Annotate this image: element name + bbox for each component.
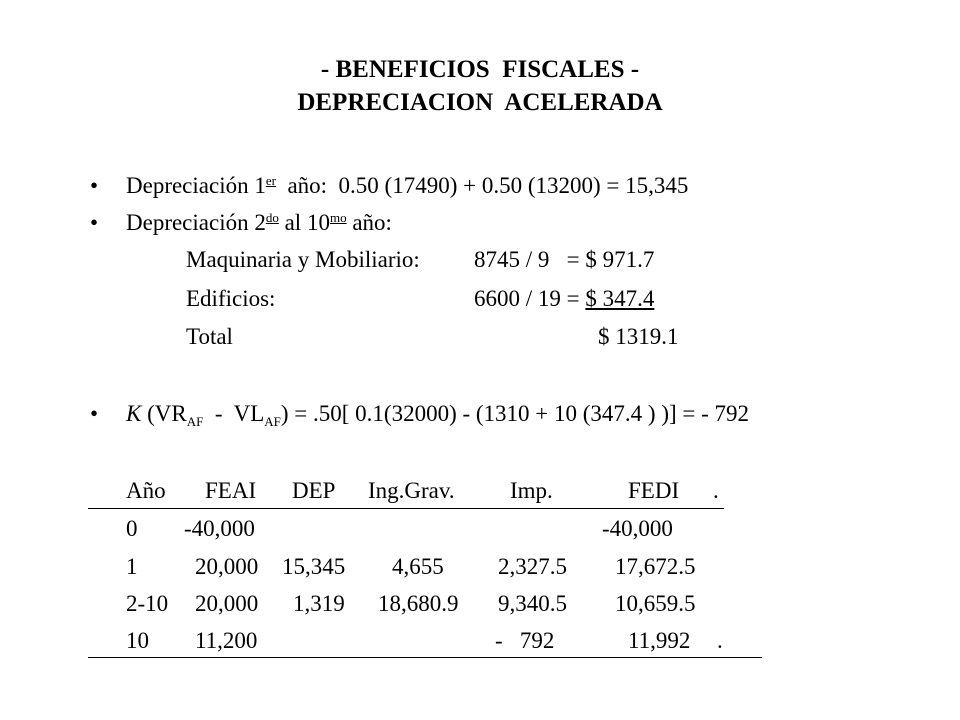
- k-sub-vl: AF: [264, 414, 281, 429]
- dep2-middle: al 10: [278, 210, 330, 235]
- cell-imp: - 792: [495, 628, 555, 653]
- cell-ing-grav: 4,655: [392, 554, 444, 579]
- maquinaria-value: $ 971.7: [585, 247, 655, 272]
- col-header-ano: Año: [126, 478, 166, 503]
- table-bottom-rule: [88, 657, 762, 658]
- col-header-dep: DEP: [292, 478, 336, 503]
- cell-fedi: -40,000: [602, 516, 673, 541]
- cell-feai: 11,200: [195, 628, 258, 653]
- cell-ano: 0: [126, 516, 138, 541]
- bullet-marker: •: [90, 173, 99, 198]
- cell-ano: 10: [126, 628, 149, 653]
- dep1-sup: er: [265, 173, 276, 188]
- cell-imp: 2,327.5: [498, 554, 567, 579]
- cell-feai: 20,000: [195, 591, 259, 616]
- dep1-prefix: Depreciación 1: [126, 173, 266, 198]
- cell-dep: 15,345: [282, 554, 346, 579]
- cell-ano: 2-10: [126, 591, 169, 616]
- k-formula: [126, 400, 749, 431]
- bullet-marker: •: [90, 401, 99, 426]
- dep2-rest: año:: [346, 210, 392, 235]
- maquinaria-label: Maquinaria y Mobiliario:: [186, 247, 420, 272]
- col-header-ing-grav: Ing.Grav.: [368, 478, 455, 503]
- cell-ing-grav: 18,680.9: [378, 591, 459, 616]
- cell-fedi: 11,992: [628, 628, 691, 653]
- cell-fedi: 17,672.5: [615, 554, 696, 579]
- maquinaria-formula-text: 8745 / 9 =: [474, 247, 586, 272]
- k-open: (VR: [141, 401, 187, 426]
- dep1-rest: año: 0.50 (17490) + 0.50 (13200) = 15,345: [275, 173, 689, 198]
- dep2-sup1: do: [265, 210, 279, 225]
- cell-dep: 1,319: [293, 591, 345, 616]
- dep2-sup2: mo: [329, 210, 347, 225]
- cell-feai: 20,000: [195, 554, 259, 579]
- col-header-end-dot: .: [713, 478, 719, 503]
- maquinaria-formula: [474, 246, 654, 274]
- k-sub-vr: AF: [186, 414, 204, 429]
- bullet-marker: •: [90, 210, 99, 235]
- cell-end-dot: .: [717, 628, 723, 653]
- edificios-formula: [474, 285, 654, 313]
- slide-title-line-1: - BENEFICIOS FISCALES -: [320, 56, 640, 83]
- k-rest: ) = .50[ 0.1(32000) - (1310 + 10 (347.4 ) )] = - 792: [280, 401, 750, 426]
- depreciation-years-2-10: [126, 209, 392, 240]
- k-mid: - VL: [203, 401, 265, 426]
- cell-fedi: 10,659.5: [615, 591, 696, 616]
- slide-title-line-2: DEPRECIACION ACELERADA: [297, 89, 663, 116]
- cell-imp: 9,340.5: [498, 591, 567, 616]
- k-symbol: K: [126, 401, 142, 426]
- header-underline: [88, 508, 724, 509]
- col-header-feai: FEAI: [205, 478, 257, 503]
- col-header-imp: Imp.: [510, 478, 553, 503]
- total-label: Total: [186, 324, 233, 349]
- dep2-prefix: Depreciación 2: [126, 210, 266, 235]
- total-value: $ 1319.1: [598, 324, 679, 349]
- cell-ano: 1: [126, 554, 138, 579]
- depreciation-first-year: [126, 172, 688, 203]
- edificios-label: Edificios:: [186, 286, 276, 311]
- edificios-value: $ 347.4: [585, 286, 655, 311]
- col-header-fedi: FEDI: [628, 478, 680, 503]
- cell-feai: -40,000: [184, 516, 255, 541]
- edificios-formula-text: 6600 / 19 =: [474, 286, 586, 311]
